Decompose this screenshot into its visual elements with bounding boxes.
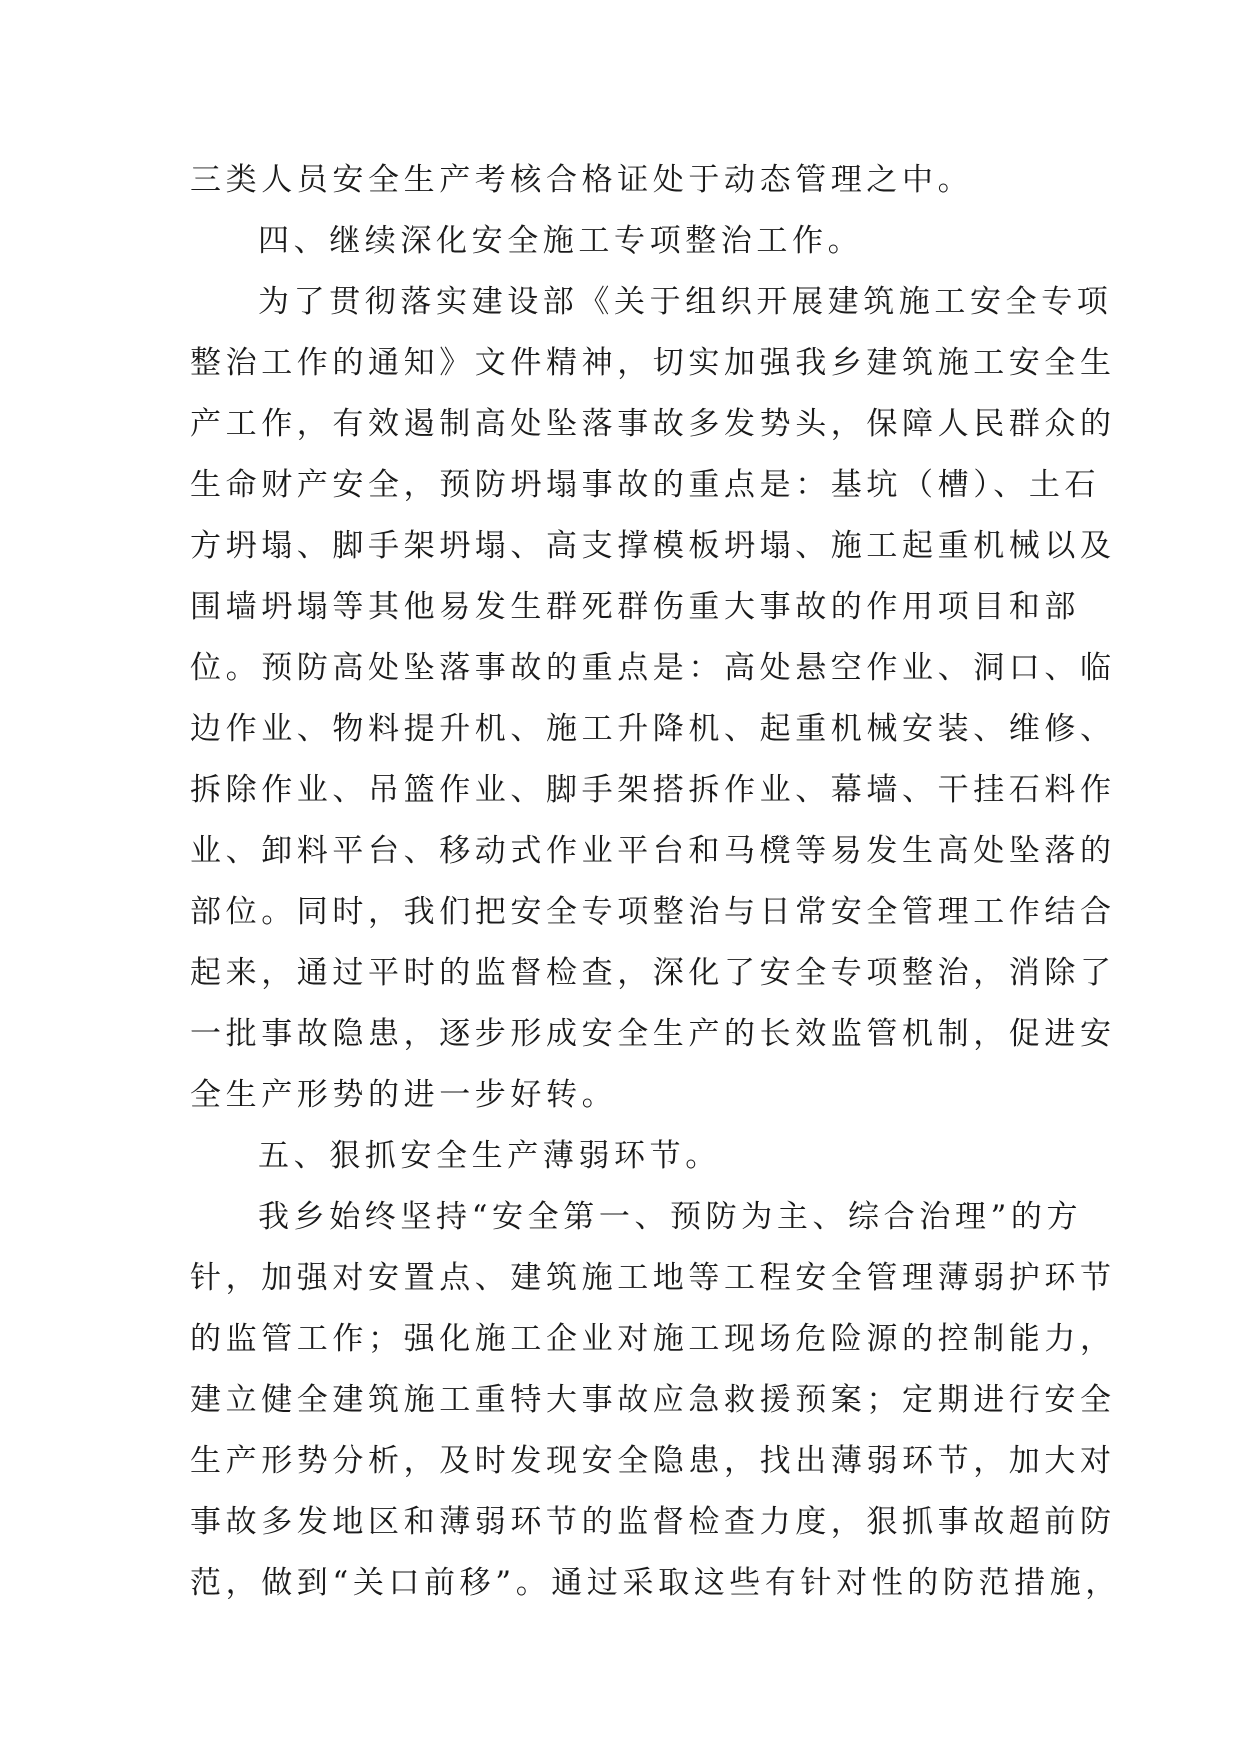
text-line: 针，加强对安置点、建筑施工地等工程安全管理薄弱护环节 [190,1260,1116,1296]
text-line: 产工作，有效遏制高处坠落事故多发势头，保障人民群众的 [190,406,1116,442]
text-line: 三类人员安全生产考核合格证处于动态管理之中。 [190,162,974,198]
text-line: 方坍塌、脚手架坍塌、高支撑模板坍塌、施工起重机械以及 [190,528,1116,564]
text-line: 范，做到“关口前移”。通过采取这些有针对性的防范措施， [190,1565,1121,1601]
text-line: 生命财产安全，预防坍塌事故的重点是：基坑（槽）、土石 [190,467,1101,503]
text-line: 围墙坍塌等其他易发生群死群伤重大事故的作用项目和部 [190,589,1080,625]
text-line: 建立健全建筑施工重特大事故应急救援预案；定期进行安全 [190,1382,1116,1418]
text-line: 的监管工作；强化施工企业对施工现场危险源的控制能力， [190,1321,1116,1357]
text-line: 边作业、物料提升机、施工升降机、起重机械安装、维修、 [190,711,1116,747]
text-line: 一批事故隐患，逐步形成安全生产的长效监管机制，促进安 [190,1016,1116,1052]
text-line: 为了贯彻落实建设部《关于组织开展建筑施工安全专项 [258,284,1113,320]
text-line: 拆除作业、吊篮作业、脚手架搭拆作业、幕墙、干挂石料作 [190,772,1116,808]
text-line: 整治工作的通知》文件精神，切实加强我乡建筑施工安全生 [190,345,1116,381]
document-body [190,150,1121,1614]
text-line: 位。预防高处坠落事故的重点是：高处悬空作业、洞口、临 [190,650,1116,686]
text-line: 我乡始终坚持“安全第一、预防为主、综合治理”的方 [258,1199,1083,1235]
text-line: 起来，通过平时的监督检查，深化了安全专项整治，消除了 [190,955,1116,991]
text-line: 部位。同时，我们把安全专项整治与日常安全管理工作结合 [190,894,1116,930]
section-heading: 四、继续深化安全施工专项整治工作。 [258,223,864,259]
section-heading: 五、狠抓安全生产薄弱环节。 [258,1138,721,1174]
text-line: 全生产形势的进一步好转。 [190,1077,618,1113]
text-line: 生产形势分析，及时发现安全隐患，找出薄弱环节，加大对 [190,1443,1116,1479]
text-line: 事故多发地区和薄弱环节的监督检查力度，狠抓事故超前防 [190,1504,1116,1540]
text-line: 业、卸料平台、移动式作业平台和马櫈等易发生高处坠落的 [190,833,1116,869]
